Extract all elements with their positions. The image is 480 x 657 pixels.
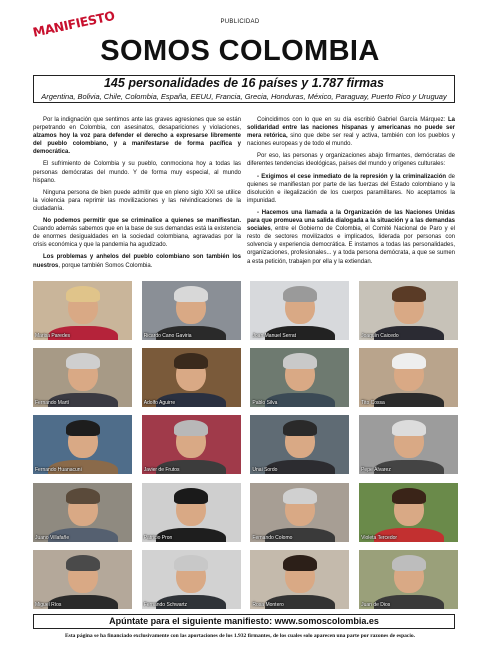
portrait-hair <box>392 488 426 504</box>
signatory-name: Fernando Martí <box>35 400 70 407</box>
paragraph-pre-text: Por eso, las personas y organizaciones abajo firmantes, demócratas de diferentes tendencias ideológicas, países del mundo y orígenes culturales: <box>247 153 455 168</box>
signatory-photo <box>142 550 241 609</box>
portrait-image <box>142 415 241 474</box>
paragraph-post-text: sino que debe ser real y activa, también con los pueblos y naciones europeas y de todo el mundo. <box>247 133 455 148</box>
body-column-right <box>247 116 455 270</box>
body-paragraph <box>33 253 241 269</box>
signatory-photo <box>250 348 349 407</box>
signatory-photo <box>250 415 349 474</box>
portrait-image <box>142 348 241 407</box>
paragraph-post-text: , porque también Somos Colombia. <box>58 262 153 269</box>
signatory-photo <box>359 550 458 609</box>
signatory-photo <box>142 348 241 407</box>
paragraph-pre-text: El sufrimiento de Colombia y su pueblo, conmociona hoy a todas las personas demócratas del mundo. Y de forma muy especial, al mundo hispano. <box>33 161 241 184</box>
paragraph-pre-text: Ninguna persona de bien puede admitir que en pleno siglo XXI se utilice la violencia para reprimir las movilizaciones y las reivindicaciones de la ciudadanía. <box>33 189 241 212</box>
signatory-name: Javier de Frutos <box>143 467 180 474</box>
signup-cta[interactable]: Apúntate para el siguiente manifiesto: www.somoscolombia.es <box>109 616 379 626</box>
portrait-image <box>359 415 458 474</box>
signatory-photo <box>33 550 132 609</box>
paragraph-bold-text: alzamos hoy la voz para defender el derecho a expresarse libremente del pueblo colombiano, y a manifestarse de forma pacífica y democrática. <box>33 133 241 156</box>
portrait-hair <box>283 353 317 369</box>
signatory-photo <box>33 415 132 474</box>
portrait-image <box>142 550 241 609</box>
portrait-hair <box>283 420 317 436</box>
portrait-hair <box>66 353 100 369</box>
body-column-left <box>33 116 241 274</box>
signatory-photo <box>142 483 241 542</box>
body-paragraph <box>33 189 241 213</box>
manifiesto-stamp: MANIFIESTO <box>31 7 116 40</box>
paragraph-post-text: , entre el Gobierno de Colombia, el Comité Nacional de Paro y el resto de sectores movilizados e implicados, liderada por personas con solvencia y experiencia democrática. E instamos a todas las personalidades, organizaciones, profesionales... y a toda persona demócrata, a que se sumen a esta petición, trabajen por ella y la extiendan. <box>247 226 455 265</box>
portrait-hair <box>283 555 317 571</box>
portrait-image <box>250 348 349 407</box>
paragraph-bold-text: No podemos permitir que se criminalice a quienes se manifiestan. <box>43 218 241 225</box>
signatory-name: Rosa Montero <box>252 601 284 608</box>
signatories-grid <box>33 281 455 609</box>
portrait-hair <box>66 488 100 504</box>
portrait-image <box>359 281 458 340</box>
portrait-hair <box>392 420 426 436</box>
body-paragraph <box>247 173 455 205</box>
signatory-photo <box>359 348 458 407</box>
signatory-photo <box>250 483 349 542</box>
paragraph-post-text: de quienes se manifiestan por parte de las fuerzas del Estado colombiano y la disolución e ilegalización de los cuerpos paramilitares. No aceptamos la impunidad. <box>247 173 456 204</box>
portrait-image <box>250 550 349 609</box>
signatory-photo <box>359 483 458 542</box>
portrait-image <box>250 281 349 340</box>
portrait-image <box>250 483 349 542</box>
body-paragraph <box>33 116 241 156</box>
signatory-photo <box>359 281 458 340</box>
countries-list: Argentina, Bolivia, Chile, Colombia, España, EEUU, Francia, Grecia, Honduras, México, Paraguay, Puerto Rico y Uruguay <box>41 92 447 101</box>
portrait-image <box>359 348 458 407</box>
portrait-image <box>33 281 132 340</box>
signatory-name: Tito Cossa <box>361 400 385 407</box>
paragraph-bold-text: - Hacemos una llamada a la Organización de las Naciones Unidas para que promueva una salida dialogada a la situación y a las demandas sociales <box>247 209 455 233</box>
portrait-hair <box>174 420 208 436</box>
portrait-hair <box>66 420 100 436</box>
portrait-hair <box>283 286 317 302</box>
signatory-name: Joaquín Caicedo <box>361 333 399 339</box>
signatory-name: Patricio Pron <box>143 534 173 541</box>
publicidad-label: PUBLICIDAD <box>220 19 260 25</box>
paragraph-post-text: Cuando además sabemos que en la base de sus demandas está la existencia de enormes desigualdades en la sociedad colombiana, agravadas por la crisis económica y que la pandemia ha agudizado. <box>33 226 241 249</box>
signatory-photo <box>33 483 132 542</box>
portrait-image <box>33 483 132 542</box>
signatory-photo <box>250 550 349 609</box>
signatory-name: Fernando Colomo <box>252 534 293 541</box>
signatory-photo <box>33 281 132 340</box>
portrait-hair <box>174 286 208 302</box>
body-paragraph <box>247 152 455 168</box>
portrait-hair <box>66 286 100 302</box>
signatory-photo <box>142 281 241 340</box>
signatory-name: Violeta Tercedor <box>361 534 398 541</box>
signatory-photo <box>142 415 241 474</box>
paragraph-bold-text: - Exigimos el cese inmediato de la represión y la criminalización <box>257 173 447 180</box>
signatory-name: Unai Sordo <box>252 467 278 474</box>
page-title: SOMOS COLOMBIA <box>100 35 380 67</box>
subtitle: 145 personalidades de 16 países y 1.787 firmas <box>103 76 385 90</box>
portrait-image <box>33 415 132 474</box>
portrait-image <box>142 281 241 340</box>
portrait-image <box>33 348 132 407</box>
funding-note: Esta página se ha financiado exclusivamente con las aportaciones de los 1.932 firmantes, de los cuales solo aparecen una parte por razones de espacio. <box>65 633 415 639</box>
body-paragraph <box>33 160 241 184</box>
portrait-hair <box>392 555 426 571</box>
paragraph-pre-text: Por la indignación que sentimos ante las graves agresiones que se están perpetrando en Colombia, con asesinatos, desapariciones y violaciones, <box>33 117 241 132</box>
body-paragraph <box>247 209 455 266</box>
signatory-name: Adolfo Aguirre <box>143 400 176 407</box>
signatory-name: Pepe Álvarez <box>361 467 391 474</box>
signatory-photo <box>33 348 132 407</box>
body-paragraph <box>33 217 241 249</box>
signatory-name: Joan Manuel Serrat <box>252 333 297 339</box>
signatory-name: Fernando Huanacuni <box>35 467 82 474</box>
portrait-image <box>142 483 241 542</box>
portrait-hair <box>392 286 426 302</box>
portrait-image <box>250 415 349 474</box>
signatory-name: Fernando Schwartz <box>143 601 188 608</box>
signatory-name: Juan de Dios <box>361 601 391 608</box>
portrait-hair <box>392 353 426 369</box>
portrait-image <box>33 550 132 609</box>
portrait-hair <box>174 353 208 369</box>
signatory-name: Marisa Paredes <box>35 333 71 339</box>
signatory-name: Pablo Silva <box>252 400 278 407</box>
signatory-name: Juano Villafañe <box>35 534 70 541</box>
portrait-hair <box>283 488 317 504</box>
portrait-image <box>359 550 458 609</box>
paragraph-pre-text: Coincidimos con lo que en su día escribió Gabriel García Márquez: <box>257 117 448 123</box>
portrait-hair <box>66 555 100 571</box>
paragraph-bold-text: La solidaridad entre las naciones hispanas y americanas no puede ser mera retórica, <box>247 117 455 140</box>
paragraph-bold-text: Los problemas y anhelos del pueblo colombiano son también los nuestros <box>33 254 241 269</box>
signatory-name: Ricardo Cano Gaviria <box>143 333 192 339</box>
signatory-photo <box>359 415 458 474</box>
body-paragraph <box>247 116 455 148</box>
portrait-hair <box>174 555 208 571</box>
signatory-name: Miguel Ríos <box>35 601 62 608</box>
signatory-photo <box>250 281 349 340</box>
portrait-hair <box>174 488 208 504</box>
portrait-image <box>359 483 458 542</box>
